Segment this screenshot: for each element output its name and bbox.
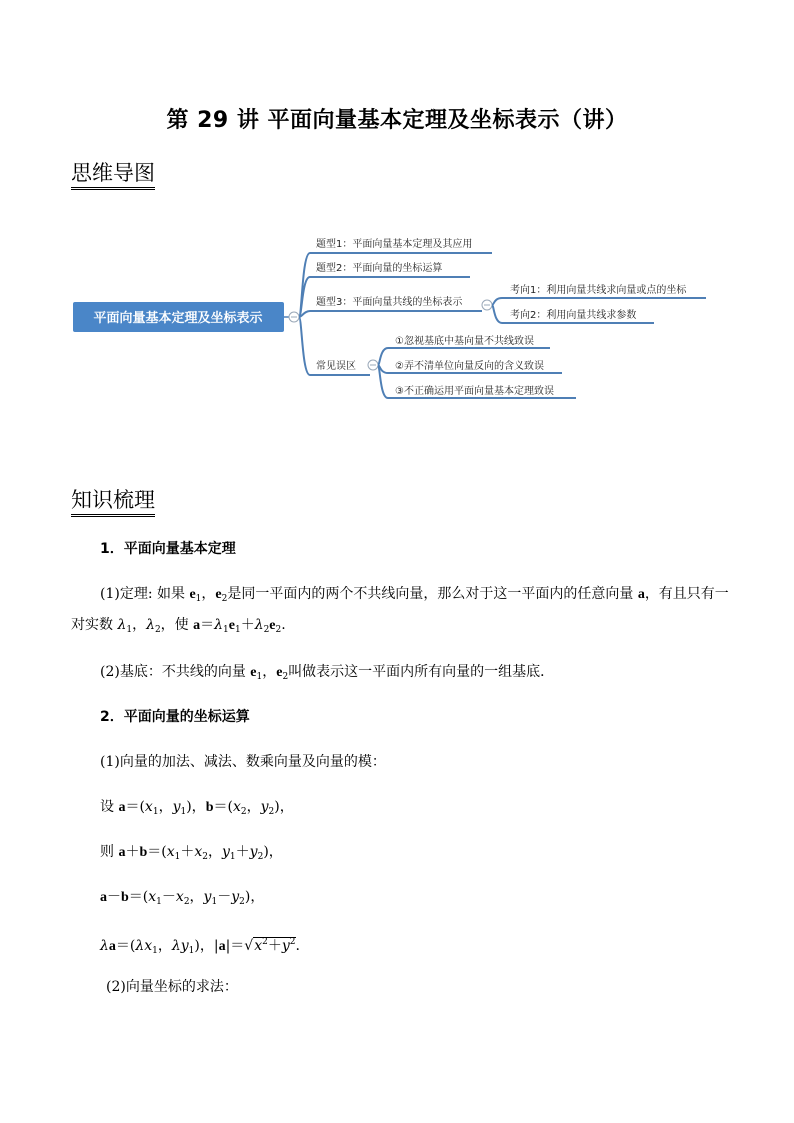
mindmap-branch-3[interactable]: 题型3：平面向量共线的坐标表示 (316, 297, 463, 308)
knowledge-heading: 知识梳理 (71, 487, 155, 517)
paragraph-basis: (2)基底：不共线的向量 $e_1$，$e_2$叫做表示这一平面内所有向量的一组基底． (100, 664, 555, 682)
mindmap-sub-3-1[interactable]: 考向1：利用向量共线求向量或点的坐标 (510, 285, 687, 296)
subheading-1: 1．平面向量基本定理 (100, 541, 236, 557)
paragraph-theorem-cont: 对实数 $\lambda_1$，$\lambda_2$，使 $a=\lambda_1e_1+\lambda_2e_2$. (71, 617, 286, 635)
formula-scalar-modulus: $\lambda a=(\lambda x_1$，$\lambda y_1$)，$|a|=√x^2+y^2$. (100, 937, 300, 956)
formula-define: 设 $a=(x_1$，$y_1$)，$b=(x_2$，$y_2$)， (100, 799, 294, 817)
mindmap-sub-4-1[interactable]: ①忽视基底中基向量不共线致误 (395, 336, 534, 347)
mindmap (70, 225, 720, 410)
mindmap-branch-1[interactable]: 题型1：平面向量基本定理及其应用 (316, 239, 473, 250)
mindmap-sub-3-2[interactable]: 考向2：利用向量共线求参数 (510, 310, 637, 321)
mindmap-root-label: 平面向量基本定理及坐标表示 (93, 311, 263, 326)
formula-difference: $a-b=(x_1-x_2$，$y_1-y_2$)， (100, 889, 265, 907)
paragraph-coordinate-method: (2)向量坐标的求法： (106, 979, 238, 995)
formula-sum: 则 $a+b=(x_1+x_2$，$y_1+y_2$)， (100, 844, 283, 862)
mindmap-sub-4-3[interactable]: ③不正确运用平面向量基本定理致误 (395, 386, 554, 397)
mindmap-sub-4-2[interactable]: ②弄不清单位向量反向的含义致误 (395, 361, 544, 372)
mindmap-branch-4[interactable]: 常见误区 (316, 361, 356, 372)
subheading-2: 2．平面向量的坐标运算 (100, 709, 250, 725)
mindmap-branch-2[interactable]: 题型2：平面向量的坐标运算 (316, 263, 443, 274)
paragraph-operations: (1)向量的加法、减法、数乘向量及向量的模： (100, 754, 386, 770)
document-title: 第 29 讲 平面向量基本定理及坐标表示（讲） (166, 108, 628, 133)
paragraph-theorem: (1)定理: 如果 $e_1$，$e_2$是同一平面内的两个不共线向量，那么对于这一平面内的任意向量 a，有且只有一 (100, 586, 729, 604)
mindmap-heading: 思维导图 (71, 160, 155, 190)
